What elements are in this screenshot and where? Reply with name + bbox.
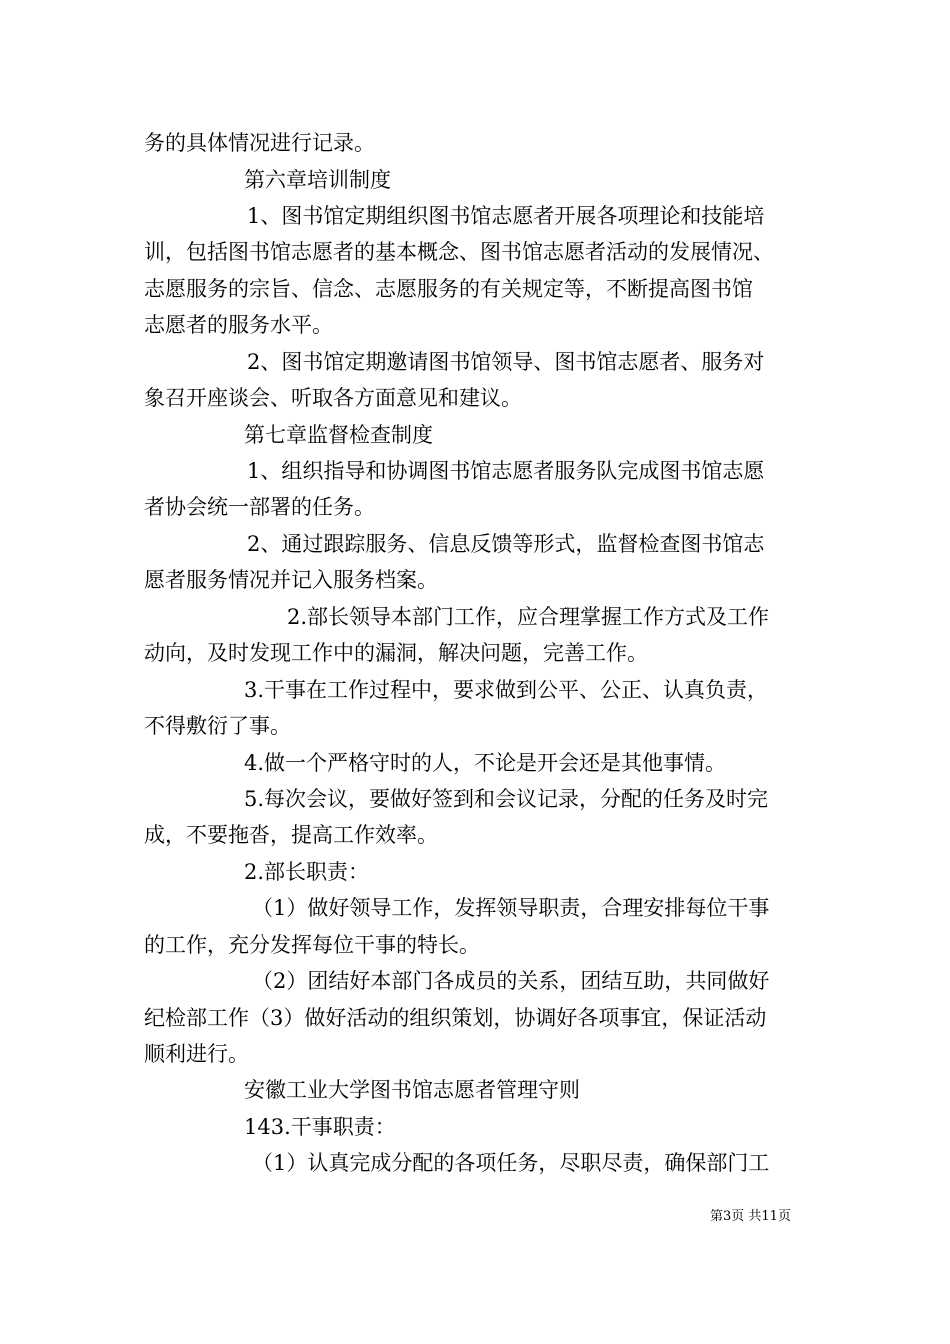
text-line: 动向，及时发现工作中的漏洞，解决问题，完善工作。 — [144, 641, 648, 665]
text-line: 2、图书馆定期邀请图书馆领导、图书馆志愿者、服务对 — [247, 350, 765, 374]
text-line: 1、图书馆定期组织图书馆志愿者开展各项理论和技能培 — [247, 204, 765, 228]
chapter-heading: 第七章监督检查制度 — [244, 423, 433, 447]
text-line: 成，不要拖沓，提高工作效率。 — [144, 823, 438, 847]
text-line: 顺利进行。 — [144, 1042, 249, 1066]
section-title: 安徽工业大学图书馆志愿者管理守则 — [244, 1078, 580, 1102]
text-line: （1）认真完成分配的各项任务，尽职尽责，确保部门工 — [252, 1151, 770, 1175]
text-line: 2.部长领导本部门工作，应合理掌握工作方式及工作 — [287, 605, 770, 629]
text-line: 象召开座谈会、听取各方面意见和建议。 — [144, 386, 522, 410]
text-line: 纪检部工作（3）做好活动的组织策划，协调好各项事宜，保证活动 — [144, 1006, 767, 1030]
text-line: 不得敷衍了事。 — [144, 714, 291, 738]
text-line: 2.部长职责： — [244, 860, 370, 884]
text-line: 者协会统一部署的任务。 — [144, 495, 375, 519]
text-line: （1）做好领导工作，发挥领导职责，合理安排每位干事 — [252, 896, 770, 920]
text-line: 志愿者的服务水平。 — [144, 313, 333, 337]
page-number-footer: 第3页 共11页 — [710, 1209, 791, 1224]
text-line: 愿者服务情况并记入服务档案。 — [144, 568, 438, 592]
text-line: 143.干事职责： — [244, 1115, 396, 1139]
chapter-heading: 第六章培训制度 — [244, 168, 391, 192]
text-line: 务的具体情况进行记录。 — [144, 131, 375, 155]
text-line: 志愿服务的宗旨、信念、志愿服务的有关规定等，不断提高图书馆 — [144, 277, 753, 301]
text-line: 的工作，充分发挥每位干事的特长。 — [144, 933, 480, 957]
text-line: 训，包括图书馆志愿者的基本概念、图书馆志愿者活动的发展情况、 — [144, 240, 774, 264]
text-line: 3.干事在工作过程中，要求做到公平、公正、认真负责， — [244, 678, 769, 702]
text-line: 1、组织指导和协调图书馆志愿者服务队完成图书馆志愿 — [247, 459, 765, 483]
text-line: 4.做一个严格守时的人，不论是开会还是其他事情。 — [244, 751, 727, 775]
text-line: 2、通过跟踪服务、信息反馈等形式，监督检查图书馆志 — [247, 532, 765, 556]
text-line: （2）团结好本部门各成员的关系，团结互助，共同做好 — [252, 969, 770, 993]
text-line: 5.每次会议，要做好签到和会议记录，分配的任务及时完 — [244, 787, 769, 811]
